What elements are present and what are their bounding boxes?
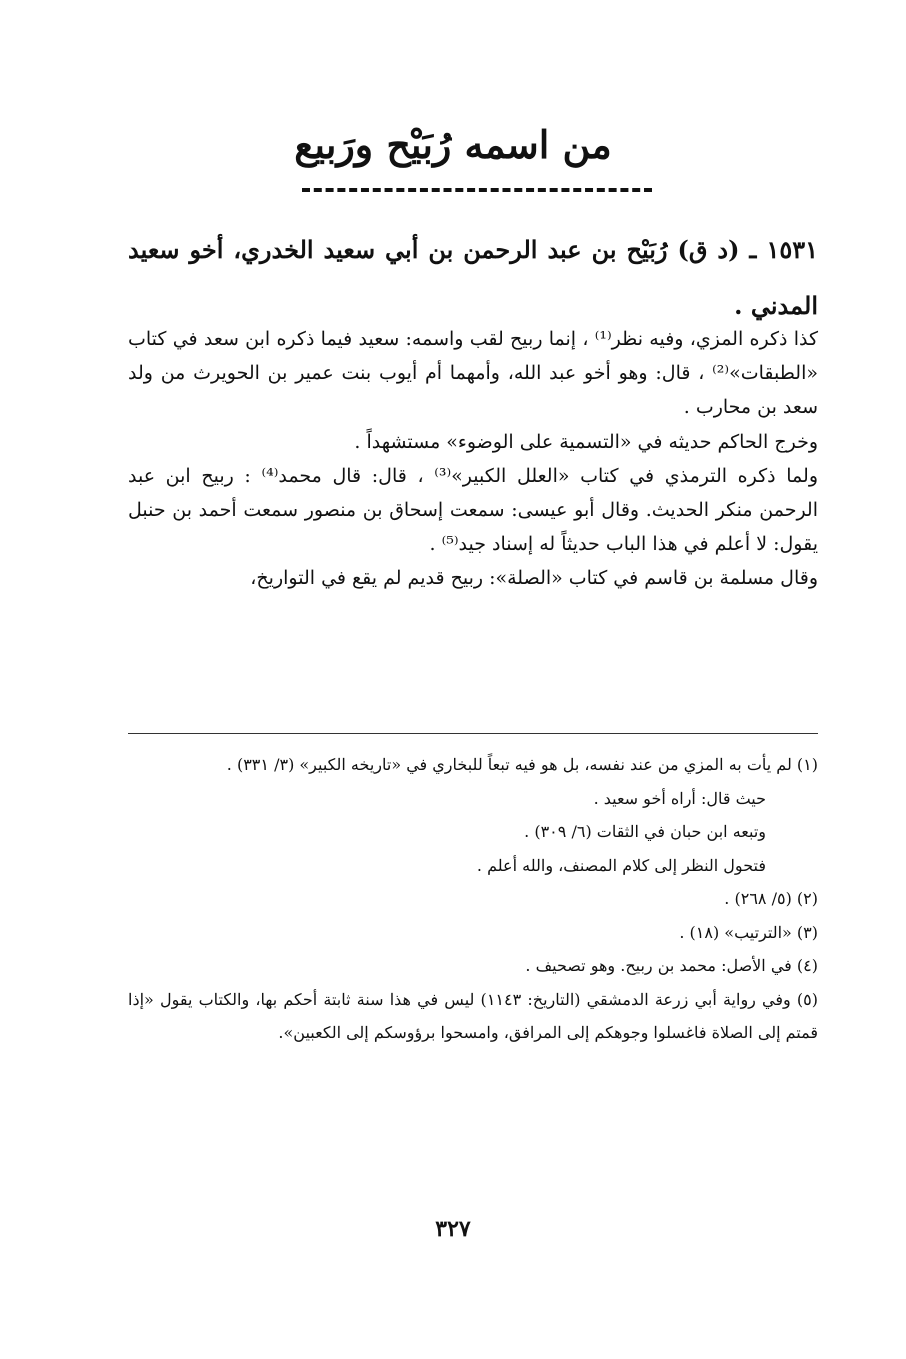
footnote-continuation: وتبعه ابن حبان في الثقات (٦/ ٣٠٩) . (524, 822, 766, 841)
footnote-continuation: حيث قال: أراه أخو سعيد . (593, 788, 766, 808)
footnote: (١) لم يأت به المزي من عند نفسه، بل هو فيه تبعاً للبخاري في «تاريخه الكبير» (٣/ ٣٣١) . (226, 755, 818, 774)
footnotes (128, 748, 818, 1050)
footnote-divider (128, 733, 818, 734)
section-title: من اسمه رُبَيْح ورَبيع (294, 122, 612, 167)
entry-body (128, 322, 818, 596)
body-paragraph: كذا ذكره المزي، وفيه نظر⁽¹⁾ ، إنما ربيح لقب واسمه: سعيد فيما ذكره ابن سعد في كتاب «الطبقات»⁽²⁾ ، قال: وهو أخو عبد الله، وأمهما أم أيوب بنت عمير بن الحويرث من ولد سعد بن محارب . (128, 328, 818, 419)
body-paragraph: وخرج الحاكم حديثه في «التسمية على الوضوء» مستشهداً . (354, 430, 818, 453)
entry-heading: ١٥٣١ ـ (د ق) رُبَيْح بن عبد الرحمن بن أبي سعيد الخدري، أخو سعيد المدني . (128, 235, 818, 320)
footnote: (٥) وفي رواية أبي زرعة الدمشقي (التاريخ: ١١٤٣) ليس في هذا سنة ثابتة أحكم بها، والكتاب يقول «إذا قمتم إلى الصلاة فاغسلوا وجوهكم إلى المرافق، وامسحوا برؤوسكم إلى الكعبين». (128, 989, 819, 1042)
footnote-continuation: فتحول النظر إلى كلام المصنف، والله أعلم . (476, 855, 766, 875)
footnote: (٣) «الترتيب» (١٨) . (679, 922, 818, 942)
body-paragraph: ولما ذكره الترمذي في كتاب «العلل الكبير»⁽³⁾ ، قال: قال محمد⁽⁴⁾ : ربيح ابن عبد الرحمن منكر الحديث. وقال أبو عيسى: سمعت إسحاق بن منصور سمعت أحمد بن حنبل يقول: لا أعلم في هذا الباب حديثاً له إسناد جيد⁽⁵⁾ . (128, 464, 818, 556)
body-paragraph: وقال مسلمة بن قاسم في كتاب «الصلة»: ربيح قديم لم يقع في التواريخ، (250, 567, 818, 590)
footnote: (٢) (٥/ ٢٦٨) . (724, 889, 818, 908)
footnote: (٤) في الأصل: محمد بن ربيح. وهو تصحيف . (525, 956, 818, 975)
title-divider (302, 188, 652, 192)
page-number: ٣٢٧ (435, 1216, 471, 1242)
